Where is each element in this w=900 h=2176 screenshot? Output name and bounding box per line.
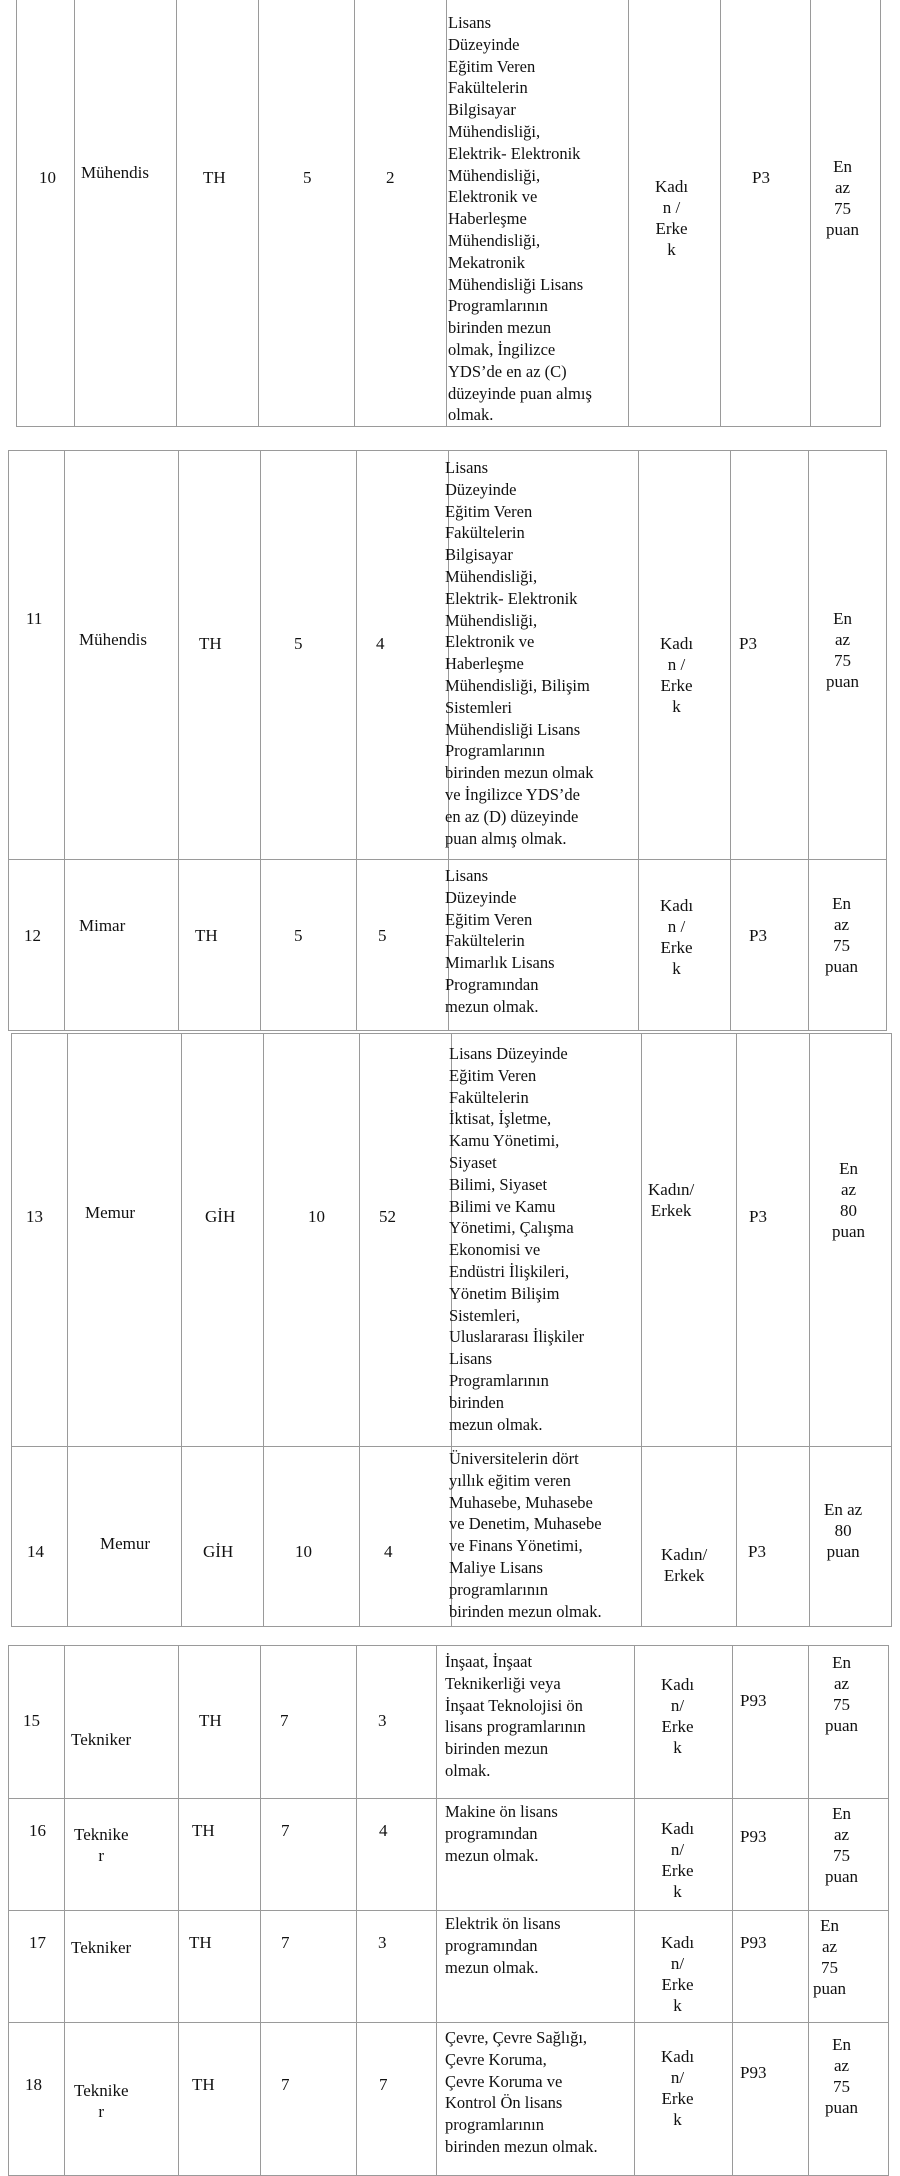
qualification-text: Lisans Düzeyinde Eğitim Veren Fakültelerin Bilgisayar Mühendisliği, Elektrik- Elektronik Mühendisliği, Elektronik ve Haberleşme Mühendisliği, Mekatronik Mühendisliği Lisans Programlarının birinden mezun olmak, İngilizce YDS’de en az (C) düzeyinde puan almış olmak. (448, 13, 592, 425)
row-number: 16 (29, 1821, 46, 1840)
qualification-text: Çevre, Çevre Sağlığı, Çevre Koruma, Çevre Koruma ve Kontrol Ön lisans programlarının birinden mezun olmak. (445, 2028, 598, 2156)
vacancy-count: 3 (378, 1933, 387, 1952)
qualification-text: Lisans Düzeyinde Eğitim Veren Fakültelerin Bilgisayar Mühendisliği, Elektrik- Elektronik Mühendisliği, Elektronik ve Haberleşme Mühendisliği, Bilişim Sistemleri Mühendisliği Lisans Programlarının birinden mezun olmak ve İngilizce YDS’de en az (D) düzeyinde puan almış olmak. (445, 458, 594, 848)
position-title: Mühendis (79, 630, 147, 649)
min-score: En az 75 puan (825, 1653, 859, 1735)
vacancy-count: 7 (379, 2075, 388, 2094)
score-type: P93 (740, 1933, 767, 1952)
service-class: TH (199, 1711, 222, 1730)
table-block-1 (16, 0, 881, 427)
degree-level: 10 (295, 1542, 312, 1561)
qualification-text: Makine ön lisans programından mezun olmak. (445, 1802, 558, 1865)
gender: Kadı n/ Erke k (661, 1675, 695, 1757)
table-row (9, 1910, 889, 2023)
position-title: Tekniker (71, 1938, 132, 1957)
degree-level: 5 (294, 926, 303, 945)
min-score: En az 75 puan (813, 1916, 847, 1998)
score-type: P93 (740, 2063, 767, 2082)
degree-level: 5 (303, 168, 312, 187)
qualification-text: Lisans Düzeyinde Eğitim Veren Fakültelerin Mimarlık Lisans Programından mezun olmak. (445, 866, 555, 1016)
table-row (9, 451, 887, 860)
service-class: GİH (203, 1542, 234, 1561)
row-number: 17 (29, 1933, 46, 1952)
vacancy-count: 4 (376, 634, 385, 653)
service-class: TH (199, 634, 222, 653)
degree-level: 7 (281, 1933, 290, 1952)
table-row (12, 1446, 892, 1627)
min-score: En az 75 puan (826, 609, 860, 691)
min-score: En az 75 puan (825, 894, 859, 976)
table-row (9, 1646, 889, 1799)
row-number: 13 (26, 1207, 43, 1226)
gender: Kadı n/ Erke k (661, 2047, 695, 2129)
table-row (9, 2022, 889, 2176)
table-row (17, 0, 881, 427)
gender: Kadı n / Erke k (660, 634, 694, 716)
table-row (9, 859, 887, 1031)
position-title: Teknike r (74, 2081, 129, 2121)
row-number: 12 (24, 926, 41, 945)
service-class: GİH (205, 1207, 236, 1226)
table-block-3 (11, 1033, 892, 1627)
degree-level: 7 (281, 1821, 290, 1840)
qualification-text: Üniversitelerin dört yıllık eğitim veren Muhasebe, Muhasebe ve Denetim, Muhasebe ve Finans Yönetimi, Maliye Lisans programlarının birinden mezun olmak. (449, 1449, 602, 1621)
vacancy-count: 3 (378, 1711, 387, 1730)
min-score: En az 80 puan (832, 1159, 866, 1241)
min-score: En az 75 puan (825, 2035, 859, 2117)
gender: Kadın/ Erkek (648, 1180, 695, 1220)
score-type: P3 (739, 634, 757, 653)
service-class: TH (192, 1821, 215, 1840)
row-number: 14 (27, 1542, 44, 1561)
row-number: 11 (26, 609, 43, 628)
min-score: En az 80 puan (824, 1500, 863, 1561)
position-title: Mühendis (81, 163, 149, 182)
position-title: Teknike r (74, 1825, 129, 1865)
degree-level: 10 (308, 1207, 325, 1226)
score-type: P3 (749, 926, 767, 945)
service-class: TH (189, 1933, 212, 1952)
qualification-text: İnşaat, İnşaat Teknikerliği veya İnşaat Teknolojisi ön lisans programlarının birinden mezun olmak. (445, 1652, 586, 1780)
vacancy-count: 2 (386, 168, 395, 187)
table-row (12, 1034, 892, 1447)
row-number: 15 (23, 1711, 40, 1730)
min-score: En az 75 puan (826, 157, 860, 239)
table-block-2 (8, 450, 887, 1031)
position-title: Memur (85, 1203, 136, 1222)
gender: Kadın/ Erkek (661, 1545, 708, 1585)
gender: Kadı n/ Erke k (661, 1819, 695, 1901)
min-score: En az 75 puan (825, 1804, 859, 1886)
vacancy-count: 4 (384, 1542, 393, 1561)
position-title: Memur (100, 1534, 151, 1553)
row-number: 18 (25, 2075, 42, 2094)
position-title: Mimar (79, 916, 126, 935)
vacancy-count: 5 (378, 926, 387, 945)
score-type: P93 (740, 1691, 767, 1710)
row-number: 10 (39, 168, 56, 187)
score-type: P3 (748, 1542, 766, 1561)
table-block-4 (8, 1645, 889, 2176)
service-class: TH (195, 926, 218, 945)
gender: Kadı n / Erke k (660, 896, 694, 978)
score-type: P3 (752, 168, 770, 187)
degree-level: 7 (281, 2075, 290, 2094)
score-type: P3 (749, 1207, 767, 1226)
position-title: Tekniker (71, 1730, 132, 1749)
service-class: TH (203, 168, 226, 187)
score-type: P93 (740, 1827, 767, 1846)
vacancy-count: 4 (379, 1821, 388, 1840)
vacancy-count: 52 (379, 1207, 396, 1226)
degree-level: 5 (294, 634, 303, 653)
service-class: TH (192, 2075, 215, 2094)
qualification-text: Lisans Düzeyinde Eğitim Veren Fakültelerin İktisat, İşletme, Kamu Yönetimi, Siyaset Bilimi, Siyaset Bilimi ve Kamu Yönetimi, Çalışma Ekonomisi ve Endüstri İlişkileri, Yönetim Bilişim Sistemleri, Uluslararası İlişkiler Lisans Programlarının birinden mezun olmak. (449, 1044, 585, 1434)
gender: Kadı n/ Erke k (661, 1933, 695, 2015)
table-row (9, 1798, 889, 1911)
qualification-text: Elektrik ön lisans programından mezun olmak. (445, 1914, 561, 1977)
gender: Kadı n / Erke k (655, 177, 689, 259)
degree-level: 7 (280, 1711, 289, 1730)
